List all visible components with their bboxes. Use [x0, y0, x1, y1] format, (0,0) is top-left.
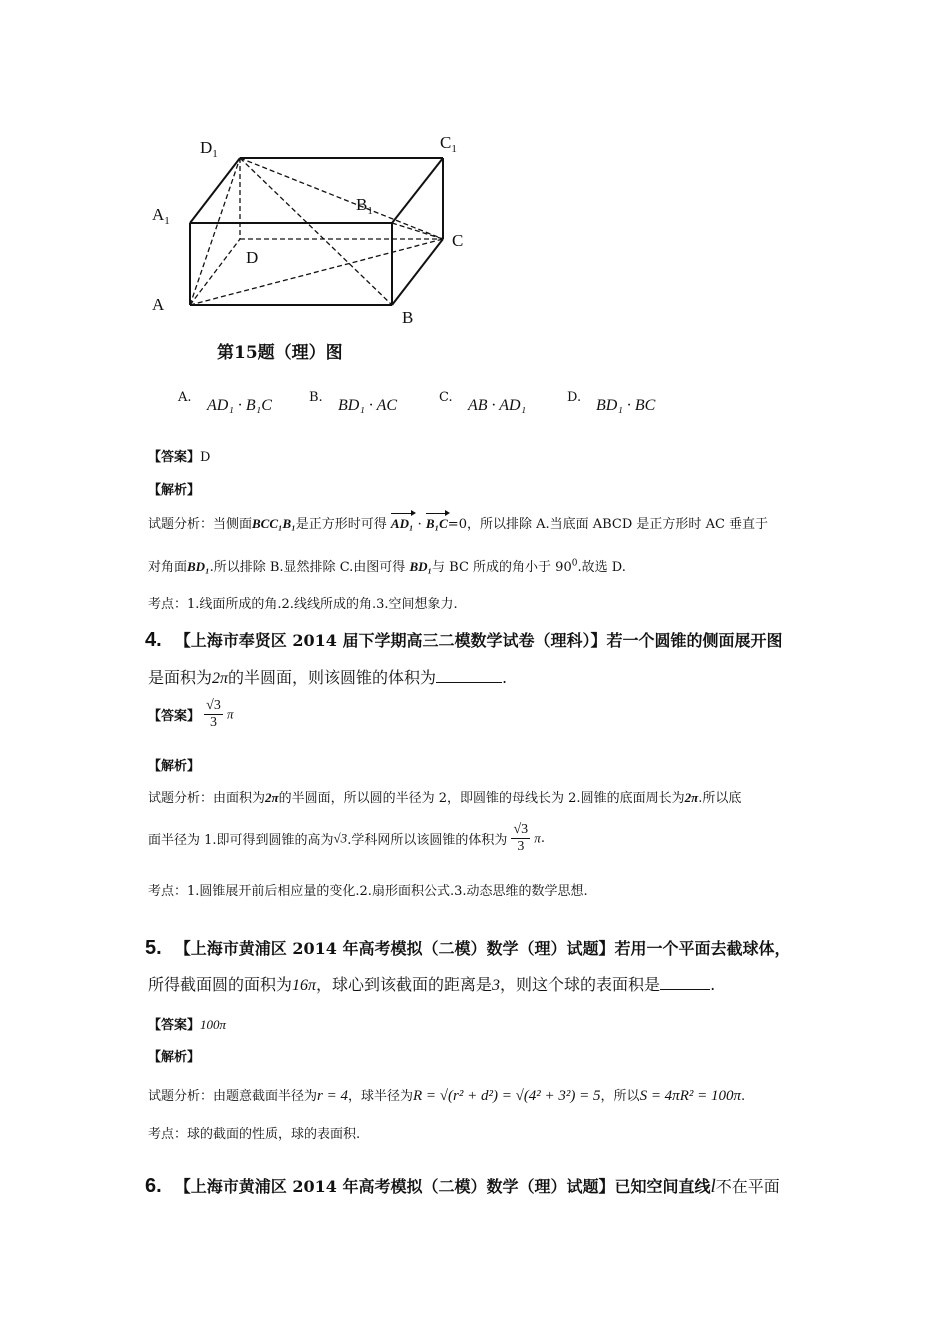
edge-AD [190, 239, 240, 305]
option-c-letter: C. [439, 390, 453, 405]
option-a-expr: AD₁ · B₁C [207, 397, 272, 414]
q5-kaodian: 考点：球的截面的性质，球的表面积. [148, 1127, 361, 1142]
q5-analysis-line: 试题分析：由题意截面半径为r = 4，球半径为R = √(r² + d²) = √(4² + 3²) = 5，所以S = 4πR² = 100π. [148, 1088, 746, 1104]
label-C1: $C_1$ [440, 133, 457, 155]
option-d-letter: D. [567, 390, 582, 405]
q4-answer: 【答案】 $\frac{√3}{3}$ π [148, 698, 234, 730]
label-A1: $A_1$ [152, 205, 170, 227]
q6-question-line1: 6. 【上海市黄浦区 2014 年高考模拟（二模）数学（理）试题】已知空间直线l不在平面 [145, 1175, 780, 1197]
edge-BC [392, 239, 443, 305]
diag-AD1 [190, 158, 240, 305]
q3-analysis-label: 【解析】 [148, 483, 201, 498]
q3-kaodian: 考点：1.线面所成的角.2.线线所成的角.3.空间想象力. [148, 597, 458, 612]
q4-analysis-line1: 试题分析：由面积为2π的半圆面，所以圆的半径为 2，即圆锥的母线长为 2.圆锥的底面周长为2π.所以底 [148, 790, 742, 806]
box-svg [140, 120, 500, 330]
label-D1: $D_1$ [200, 138, 218, 160]
q3-answer: 【答案】D [148, 450, 211, 465]
option-b-letter: B. [309, 390, 323, 405]
label-B1: $B_1$ [356, 195, 373, 217]
q5-question-line1: 5. 【上海市黄浦区 2014 年高考模拟（二模）数学（理）试题】若用一个平面去截球体， [145, 937, 791, 959]
answer-blank [660, 975, 710, 990]
label-C: C [452, 231, 464, 250]
label-B: B [402, 308, 414, 327]
diag-D1B [240, 158, 392, 305]
option-c-expr: AB · AD₁ [468, 397, 527, 414]
q5-answer: 【答案】100π [148, 1017, 227, 1033]
edge-A1D1 [190, 158, 240, 223]
edge-B1C1 [392, 158, 443, 223]
figure-box-diagram [140, 120, 500, 330]
q5-analysis-label: 【解析】 [148, 1050, 201, 1065]
q5-question-line2: 所得截面圆的面积为16π，球心到该截面的距离是3，则这个球的表面积是 . [148, 975, 716, 994]
option-b-expr: BD₁ · AC [338, 397, 398, 414]
q3-analysis-line2: 对角面BD₁.所以排除 B.显然排除 C.由图可得 BD₁与 BC 所成的角小于 $90^0$.故选 D. [148, 558, 626, 575]
q4-question-line1: 4. 【上海市奉贤区 2014 届下学期高三二模数学试卷（理科）】若一个圆锥的侧面展开图 [145, 629, 783, 651]
label-A: A [152, 295, 165, 314]
diag-D1C [240, 158, 443, 239]
q3-analysis-line1: 试题分析：当侧面BCC₁B₁是正方形时可得 AD₁ · B₁C=0，所以排除 A.当底面 ABCD 是正方形时 AC 垂直于 [148, 516, 769, 532]
option-a-letter: A. [178, 390, 192, 405]
figure-caption: 第15题（理）图 [217, 343, 343, 363]
q4-question-line2: 是面积为2π的半圆面，则该圆锥的体积为 . [148, 668, 508, 687]
q4-analysis-line2: 面半径为 1.即可得到圆锥的高为√3.学科网所以该圆锥的体积为 $\frac{√3}{3}$ π. [148, 822, 545, 854]
option-d-expr: BD₁ · BC [596, 397, 656, 414]
diag-AC [190, 239, 443, 305]
answer-blank [436, 668, 502, 683]
q4-kaodian: 考点：1.圆锥展开前后相应量的变化.2.扇形面积公式.3.动态思维的数学思想. [148, 884, 588, 899]
label-D: D [246, 248, 259, 267]
q4-analysis-label: 【解析】 [148, 759, 201, 774]
